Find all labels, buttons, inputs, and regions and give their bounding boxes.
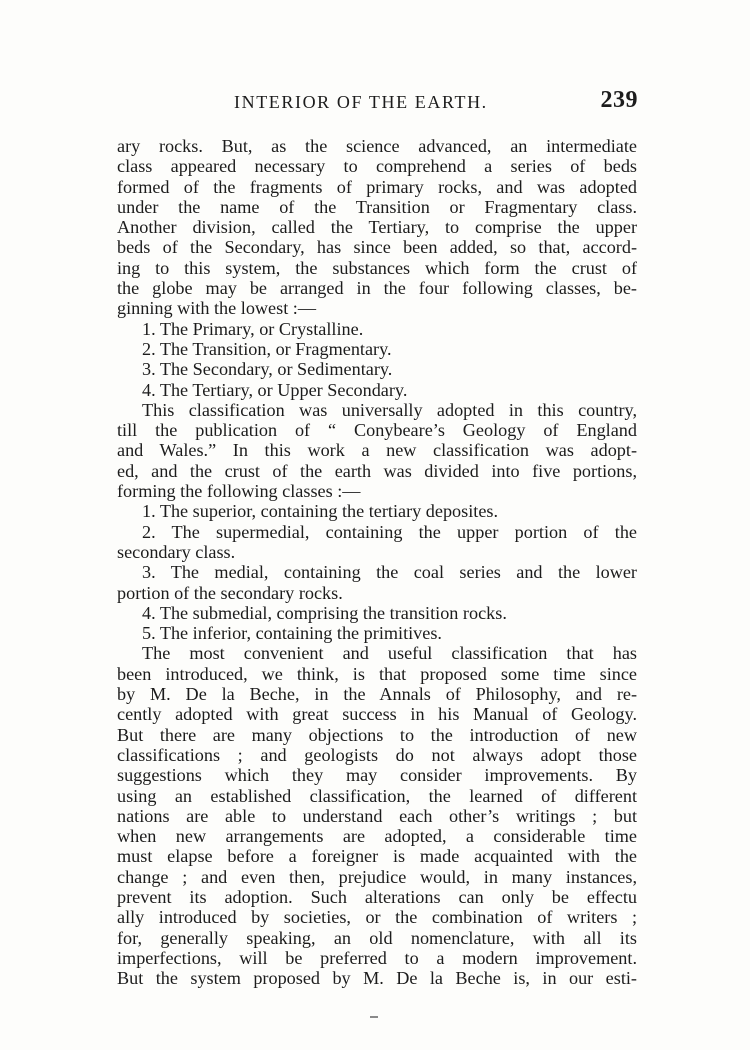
- text-line: formed of the fragments of primary rocks, and was adopted: [117, 176, 637, 197]
- text-line: suggestions which they may consider improvements. By: [117, 765, 637, 786]
- list-item: 1. The superior, containing the tertiary deposites.: [142, 501, 499, 522]
- text-line: ary rocks. But, as the science advanced, an intermediate: [117, 136, 637, 156]
- text-line: using an established classification, the learned of different: [117, 785, 637, 806]
- footer-mark: [370, 1016, 378, 1018]
- text-line: But there are many objections to the introduction of new: [117, 724, 637, 745]
- body-text: [117, 136, 637, 988]
- list-item: 3. The medial, containing the coal series and the lower: [142, 562, 637, 583]
- paragraph-start: The most convenient and useful classification that has: [142, 643, 637, 664]
- list-item: 2. The supermedial, containing the upper portion of the: [142, 521, 637, 542]
- text-line: classifications ; and geologists do not always adopt those: [117, 744, 637, 765]
- running-head: [118, 87, 638, 120]
- page-number: 239: [600, 87, 638, 113]
- text-line: ginning with the lowest :—: [117, 298, 317, 319]
- text-line: when new arrangements are adopted, a considerable time: [117, 826, 637, 847]
- text-line: the globe may be arranged in the four following classes, be-: [117, 278, 637, 299]
- text-line: nations are able to understand each other’s writings ; but: [117, 805, 637, 826]
- text-line: cently adopted with great success in his Manual of Geology.: [117, 704, 637, 725]
- list-item: 4. The Tertiary, or Upper Secondary.: [142, 379, 408, 400]
- text-line: But the system proposed by M. De la Beche is, in our esti-: [117, 968, 637, 989]
- text-line: change ; and even then, prejudice would, in many instances,: [117, 866, 637, 887]
- list-item: 4. The submedial, comprising the transition rocks.: [142, 602, 507, 623]
- list-item-continuation: portion of the secondary rocks.: [117, 582, 343, 603]
- text-line: under the name of the Transition or Fragmentary class.: [117, 196, 637, 217]
- text-line: ally introduced by societies, or the combination of writers ;: [117, 907, 637, 928]
- text-line: beds of the Secondary, has since been added, so that, accord-: [117, 237, 637, 258]
- running-title: INTERIOR OF THE EARTH.: [234, 92, 488, 112]
- text-line: till the publication of “ Conybeare’s Geology of England: [117, 420, 637, 441]
- text-line: for, generally speaking, an old nomenclature, with all its: [117, 927, 637, 948]
- paragraph-start: This classification was universally adopted in this country,: [142, 399, 637, 420]
- text-line: by M. De la Beche, in the Annals of Philosophy, and re-: [117, 684, 637, 705]
- text-line: and Wales.” In this work a new classification was adopt-: [117, 440, 637, 461]
- text-line: Another division, called the Tertiary, to comprise the upper: [117, 217, 637, 238]
- list-item: 3. The Secondary, or Sedimentary.: [142, 359, 393, 380]
- text-line: ing to this system, the substances which form the crust of: [117, 257, 637, 278]
- text-line: ed, and the crust of the earth was divided into five portions,: [117, 460, 637, 481]
- text-line: forming the following classes :—: [117, 481, 361, 502]
- list-item: 5. The inferior, containing the primitives.: [142, 623, 442, 644]
- list-item-continuation: secondary class.: [117, 541, 236, 562]
- text-line: must elapse before a foreigner is made acquainted with the: [117, 846, 637, 867]
- text-line: been introduced, we think, is that proposed some time since: [117, 663, 637, 684]
- list-item: 1. The Primary, or Crystalline.: [142, 318, 364, 339]
- list-item: 2. The Transition, or Fragmentary.: [142, 338, 392, 359]
- text-line: class appeared necessary to comprehend a series of beds: [117, 156, 637, 177]
- text-line: prevent its adoption. Such alterations can only be effectu: [117, 886, 637, 907]
- text-line: imperfections, will be preferred to a modern improvement.: [117, 947, 637, 968]
